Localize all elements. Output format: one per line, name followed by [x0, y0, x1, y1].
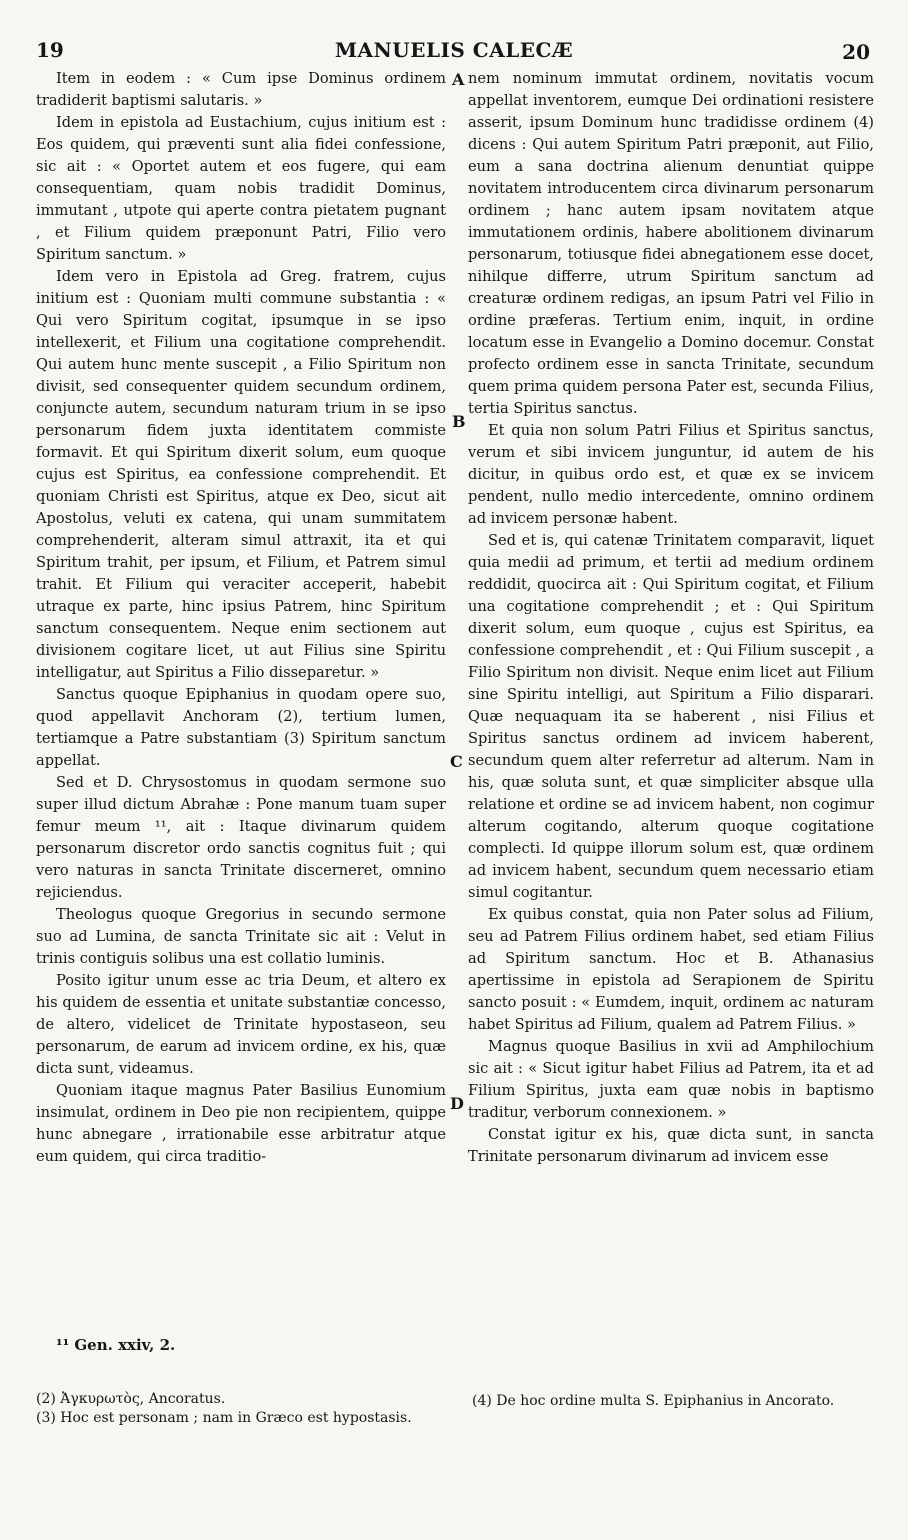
paragraph: Sed et D. Chrysostomus in quodam sermone suo super illud dictum Abrahæ : Pone manum tuam super femur meum ¹¹, ait : Itaque divinarum quidem personarum discretor ordo sanctis cognitus fuit ; qui vero naturas in sancta Trinitate discerneret, omnino rejiciendus. — [36, 774, 446, 901]
paragraph: Et quia non solum Patri Filius et Spiritus sanctus, verum et sibi invicem junguntur, id autem de his dicitur, in quibus ordo est, et quæ ex se invicem pendent, nullo medio intercedente, omnino ordinem ad invicem personæ habent. — [468, 422, 874, 527]
paragraph: Sed et is, qui catenæ Trinitatem comparavit, liquet quia medii ad primum, et tertii ad medium ordinem reddidit, quocirca ait : Qui Spiritum cogitat, et Filium una cogitatione comprehendit ; et : Qui Spiritum dixerit solum, eum quoque , cujus est Spiritus, ea confessione comprehendit , et : Qui Filium suscepit , a Filio Spiritum non divisit. Neque enim licet aut Filium sine Spiritu intelligi, aut Spiritum a Filio disparari. Quæ nequaquam ita se haberent , nisi Filius et Spiritus sanctus ordinem ad invicem haberent, secundum quem alter referretur ad alterum. Nam in his, quæ soluta sunt, et quæ simpliciter absque ulla relatione et ordine se ad invicem habent, non cogimur alterum cogitando, alterum quoque cogitatione complecti. Id quippe illorum solum est, quæ ordinem ad invicem habent, secundum quem necessario etiam simul cogitantur. — [468, 532, 874, 901]
paragraph: Idem vero in Epistola ad Greg. fratrem, cujus initium est : Quoniam multi commune substantia : « Qui vero Spiritum cogitat, ipsumque in se ipso intellexerit, et Filium una cogitatione comprehendit. Qui autem hunc mente suscepit , a Filio Spiritum non divisit, sed consequenter quidem secundum ordinem, conjuncte autem, secundum naturam trium in se ipso personarum fidem juxta identitatem commiste formavit. Et qui Spiritum dixerit solum, eum quoque cujus est Spiritus, ea confessione comprehendit. Et quoniam Christi est Spiritus, atque ex Deo, sicut ait Apostolus, veluti ex catena, qui unam summitatem comprehenderit, alteram simul attraxit, ita et qui Spiritum trahit, per ipsum, et Filium, et Patrem simul trahit. Et Filium qui veraciter acceperit, habebit utraque ex parte, hinc ipsius Patrem, hinc Spiritum sanctum consequentem. Neque enim sectionem aut divisionem cogitare licet, ut aut Filius sine Spiritu intelligatur, aut Spiritus a Filio disseparetur. » — [36, 268, 446, 681]
paragraph: nem nominum immutat ordinem, novitatis vocum appellat inventorem, eumque Dei ordinationi resistere asserit, ipsum Dominum hunc tradidisse ordinem (4) dicens : Qui autem Spiritum Patri præponit, aut Filio, eum a sana doctrina alienum denuntiat quippe novitatem introducentem circa divinarum personarum ordinem ; hanc autem ipsam novitatem atque immutationem ordinis, habere abolitionem divinarum personarum, totiusque fidei abnegationem esse docet, nihilque differre, utrum Spiritum sanctum ad creaturæ ordinem redigas, an ipsum Patri vel Filio in ordine præferas. Tertium enim, inquit, in ordine locatum esse in Evangelio a Domino docemur. Constat profecto ordinem esse in sancta Trinitate, secundum quem prima quidem persona Pater est, secunda Filius, tertia Spiritus sanctus. — [468, 70, 874, 417]
paragraph: Ex quibus constat, quia non Pater solus ad Filium, seu ad Patrem Filius ordinem habet, sed etiam Filius ad Spiritum sanctum. Hoc et B. Athanasius apertissime in epistola ad Serapionem de Spiritu sancto posuit : « Eumdem, inquit, ordinem ac naturam habet Spiritus ad Filium, qualem ad Patrem Filius. » — [468, 906, 874, 1033]
paragraph: Theologus quoque Gregorius in secundo sermone suo ad Lumina, de sancta Trinitate sic ait : Velut in trinis contiguis solibus una est collatio luminis. — [36, 906, 446, 967]
paragraph: Sanctus quoque Epiphanius in quodam opere suo, quod appellavit Anchoram (2), tertium lumen, tertiamque a Patre substantiam (3) Spiritum sanctum appellat. — [36, 686, 446, 769]
page-header — [0, 38, 908, 68]
footnotes-left — [36, 1390, 446, 1428]
section-marker-b: B — [452, 412, 466, 431]
footnote: (4) De hoc ordine multa S. Epiphanius in Ancorato. — [472, 1393, 835, 1409]
footnotes-right — [472, 1392, 874, 1411]
right-column — [468, 68, 874, 1168]
paragraph: Posito igitur unum esse ac tria Deum, et altero ex his quidem de essentia et unitate substantiæ concesso, de altero, videlicet de Trinitate hypostaseon, seu personarum, de earum ad invicem ordine, ex his, quæ dicta sunt, videamus. — [36, 972, 446, 1077]
running-title: MANUELIS CALECÆ — [334, 38, 574, 62]
paragraph: Idem in epistola ad Eustachium, cujus initium est : Eos quidem, qui præventi sunt alia fidei confessione, sic ait : « Oportet autem et eos fugere, qui eam consequentiam, quam nobis tradidit Dominus, immutant , utpote qui aperte contra pietatem pugnant , et Filium quidem præponunt Patri, Filio vero Spiritum sanctum. » — [36, 114, 446, 263]
section-marker-a: A — [452, 70, 465, 89]
section-marker-d: D — [450, 1094, 464, 1113]
paragraph: Magnus quoque Basilius in xvii ad Amphilochium sic ait : « Sicut igitur habet Filius ad Patrem, ita et ad Filium Spiritus, juxta eam quæ nobis in baptismo traditur, verborum connexionem. » — [468, 1038, 874, 1121]
footnote: (3) Hoc est personam ; nam in Græco est hypostasis. — [36, 1410, 412, 1426]
left-column — [36, 68, 446, 1168]
section-marker-c: C — [450, 752, 463, 771]
page-number-left: 19 — [36, 38, 64, 62]
page-number-right: 20 — [842, 40, 870, 64]
scripture-reference: ¹¹ Gen. xxiv, 2. — [56, 1336, 176, 1354]
paragraph: Constat igitur ex his, quæ dicta sunt, in sancta Trinitate personarum divinarum ad invicem esse — [468, 1126, 874, 1165]
footnote: (2) Ἀγκυρωτὸς, Ancoratus. — [36, 1391, 226, 1407]
paragraph: Item in eodem : « Cum ipse Dominus ordinem tradiderit baptismi salutaris. » — [36, 70, 446, 109]
paragraph: Quoniam itaque magnus Pater Basilius Eunomium insimulat, ordinem in Deo pie non recipientem, quippe hunc abnegare , irrationabile esse arbitratur atque eum quidem, qui circa traditio- — [36, 1082, 446, 1165]
